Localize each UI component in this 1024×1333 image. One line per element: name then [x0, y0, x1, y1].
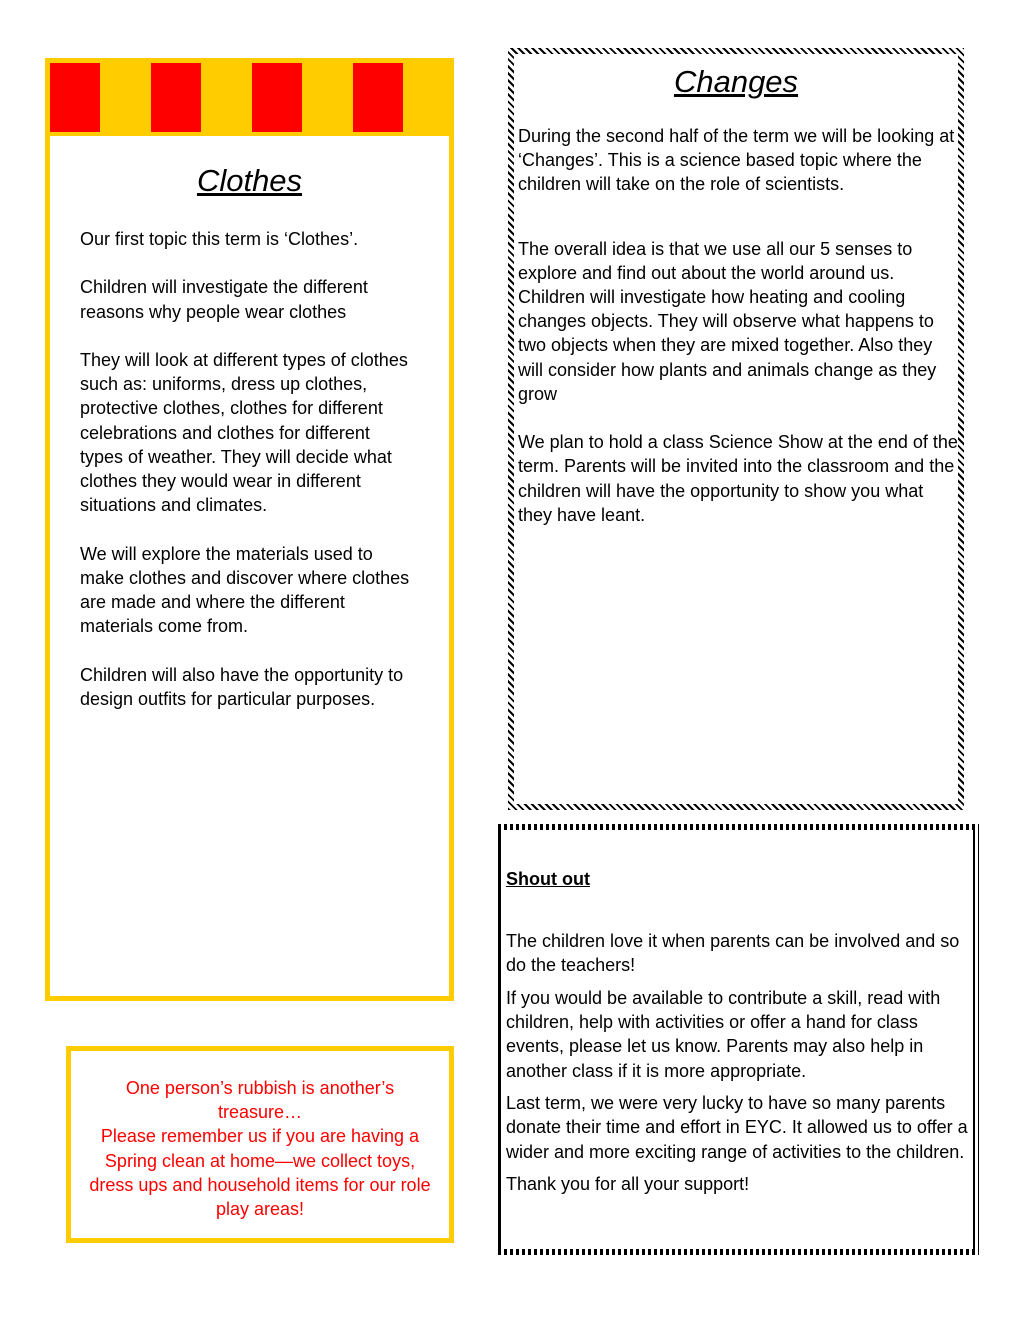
- shout-out-body: [506, 929, 972, 1205]
- clothes-title: Clothes: [196, 163, 303, 198]
- clothes-paragraph: Our first topic this term is ‘Clothes’.: [80, 229, 359, 249]
- clothes-paragraph: We will explore the materials used to make clothes and discover where clothes are made and where the different materials come from.: [80, 543, 410, 637]
- shout-out-paragraph: Last term, we were very lucky to have so many parents donate their time and effort in EYC. It allowed us to offer a wider and more exciting range of activities to the children.: [506, 1093, 968, 1162]
- clothes-paragraph: Children will investigate the different reasons why people wear clothes: [80, 277, 368, 322]
- shout-out-paragraph: Thank you for all your support!: [506, 1174, 750, 1195]
- changes-paragraph: We plan to hold a class Science Show at the end of the term. Parents will be invited into the classroom and the children will have the opportunity to show you what they have leant.: [518, 432, 958, 525]
- clothes-body: [80, 227, 415, 735]
- shout-out-paragraph: If you would be available to contribute a skill, read with children, help with activities or offer a hand for class events, please let us know. Parents may also help in another class if it is more appropriate.: [506, 987, 941, 1081]
- changes-panel: [508, 48, 964, 810]
- changes-body: [518, 124, 958, 527]
- shout-out-title: Shout out: [506, 869, 590, 889]
- changes-paragraph: During the second half of the term we will be looking at ‘Changes’. This is a science based topic where the children will take on the role of scientists.: [518, 126, 955, 195]
- donation-notice-text: Please remember us if you are having a Spring clean at home—we collect toys, dress ups and household items for our role play areas!: [89, 1126, 431, 1220]
- donation-notice-body: [87, 1076, 433, 1221]
- striped-header-decoration: [50, 63, 449, 136]
- changes-title: Changes: [673, 64, 799, 99]
- clothes-panel: [45, 58, 454, 1001]
- changes-paragraph: The overall idea is that we use all our 5 senses to explore and find out about the world around us. Children will investigate how heating and cooling changes objects. They will observe what happens to two objects when they are mixed together. Also they will consider how plants and animals change as they grow: [518, 238, 937, 404]
- donation-notice-panel: [66, 1046, 454, 1243]
- clothes-paragraph: They will look at different types of clothes such as: uniforms, dress up clothes, protective clothes, clothes for different celebrations and clothes for different types of weather. They will decide what clothes they would wear in different situations and climates.: [80, 349, 408, 516]
- shout-out-paragraph: The children love it when parents can be involved and so do the teachers!: [506, 931, 960, 976]
- shout-out-panel: [498, 824, 979, 1255]
- clothes-paragraph: Children will also have the opportunity to design outfits for particular purposes.: [80, 664, 404, 709]
- donation-notice-heading: One person’s rubbish is another’s treasure…: [125, 1078, 395, 1123]
